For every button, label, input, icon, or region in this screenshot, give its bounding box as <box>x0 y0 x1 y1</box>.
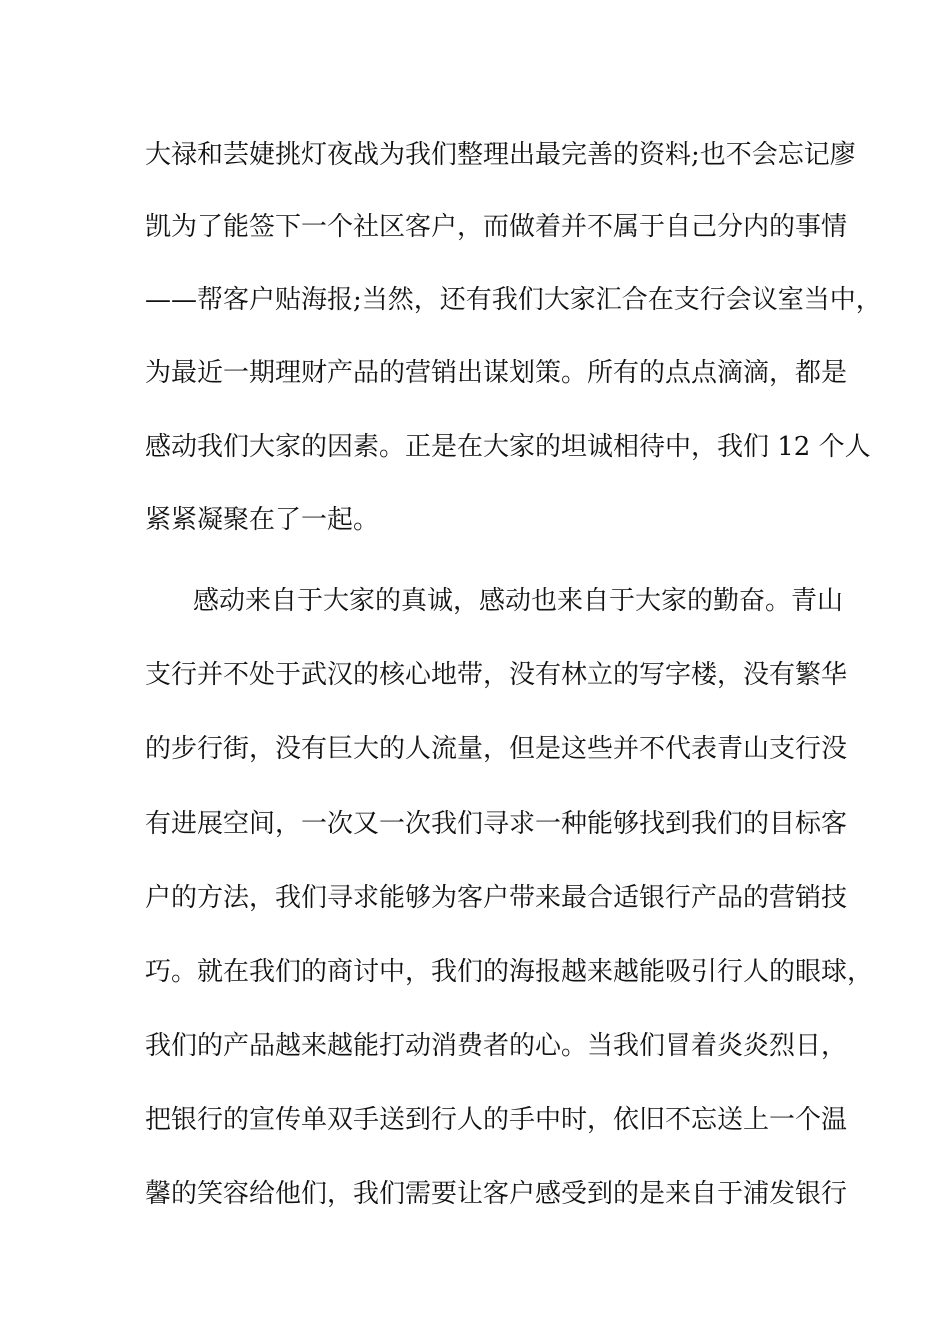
text-line: 的步行街，没有巨大的人流量，但是这些并不代表青山支行没 <box>145 734 848 764</box>
text-line: 馨的笑容给他们，我们需要让客户感受到的是来自于浦发银行 <box>145 1179 848 1209</box>
text-line: 我们的产品越来越能打动消费者的心。当我们冒着炎炎烈日， <box>145 1031 848 1061</box>
text-line: 巧。就在我们的商讨中，我们的海报越来越能吸引行人的眼球， <box>145 957 874 987</box>
text-line: 为最近一期理财产品的营销出谋划策。所有的点点滴滴，都是 <box>145 358 848 388</box>
paragraph-first-line: 感动来自于大家的真诚，感动也来自于大家的勤奋。青山 <box>193 586 844 616</box>
text-line: 紧紧凝聚在了一起。 <box>145 505 380 535</box>
text-line: 把银行的宣传单双手送到行人的手中时，依旧不忘送上一个温 <box>145 1105 848 1135</box>
text-line: 户的方法，我们寻求能够为客户带来最合适银行产品的营销技 <box>145 883 848 913</box>
text-line: 大禄和芸婕挑灯夜战为我们整理出最完善的资料;也不会忘记廖 <box>145 140 856 170</box>
text-line: 凯为了能签下一个社区客户，而做着并不属于自己分内的事情 <box>145 212 848 242</box>
text-line: ——帮客户贴海报;当然，还有我们大家汇合在支行会议室当中， <box>145 285 882 315</box>
text-line: 支行并不处于武汉的核心地带，没有林立的写字楼，没有繁华 <box>145 660 848 690</box>
text-line: 有进展空间，一次又一次我们寻求一种能够找到我们的目标客 <box>145 809 848 839</box>
text-line: 感动我们大家的因素。正是在大家的坦诚相待中，我们 12 个人 <box>145 432 871 462</box>
